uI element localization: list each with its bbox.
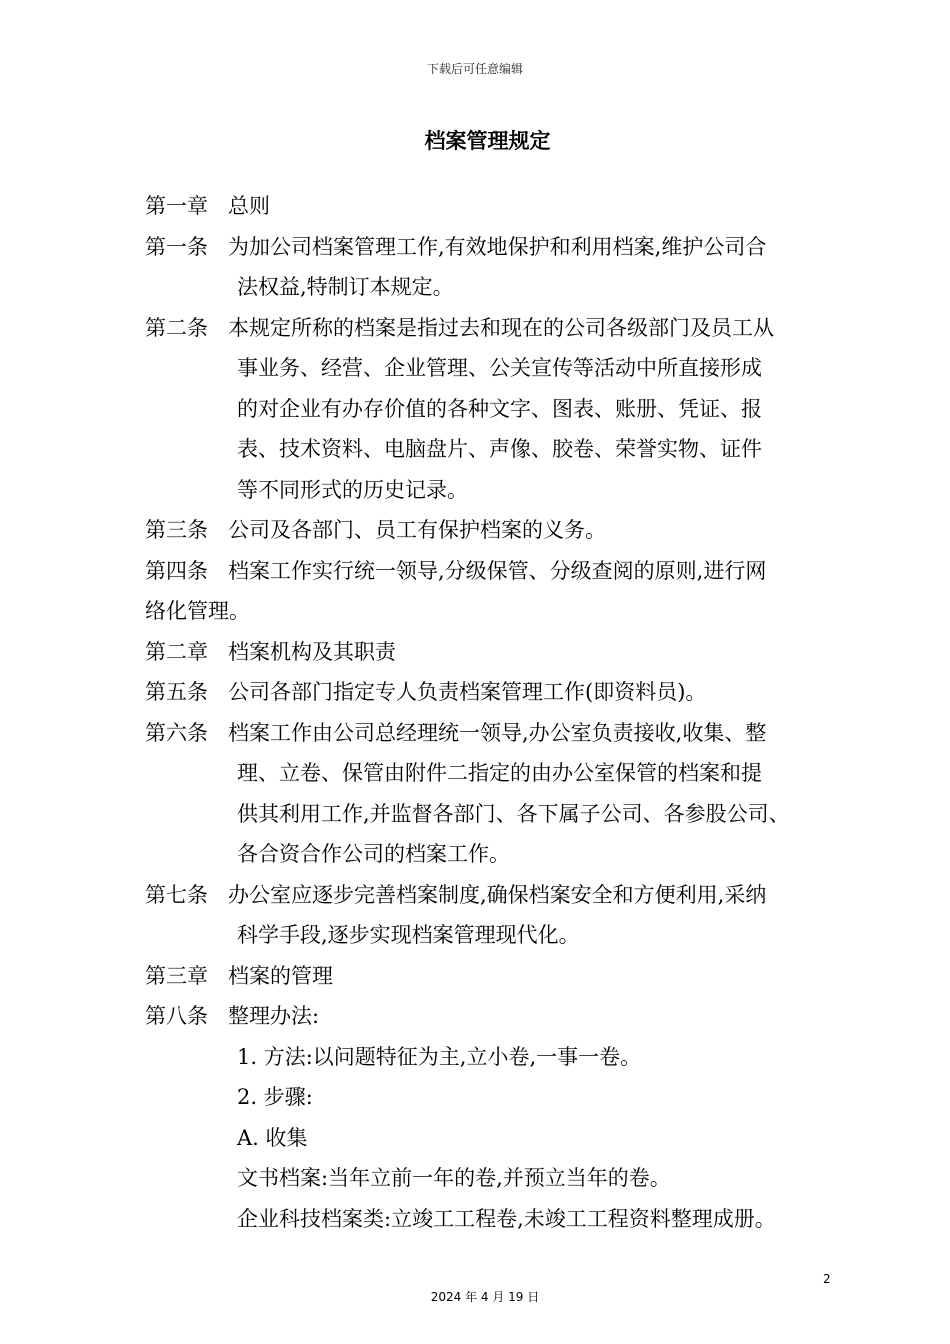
body-text: 供其利用工作,并监督各部门、各下属子公司、各参股公司、 [237, 801, 790, 826]
body-text: 等不同形式的历史记录。 [237, 477, 468, 502]
body-text: 档案的管理 [228, 963, 333, 988]
section-line [145, 227, 845, 268]
body-text: 各合资合作公司的档案工作。 [237, 842, 510, 866]
body-text: 公司及各部门、员工有保护档案的义务。 [228, 518, 606, 542]
document-title: 档案管理规定 [424, 129, 551, 153]
body-text: 档案机构及其职责 [228, 639, 396, 664]
continuation-line [145, 429, 845, 470]
section-label: 第六条 [145, 720, 208, 745]
section-line [145, 875, 845, 916]
continuation-line [145, 1158, 845, 1199]
body-text: 的对企业有办存价值的各种文字、图表、账册、凭证、报 [237, 396, 762, 421]
body-text: 总则 [228, 194, 270, 218]
body-text: 为加公司档案管理工作,有效地保护和利用档案,维护公司合 [228, 234, 767, 259]
continuation-line [145, 834, 845, 875]
body-text: 企业科技档案类:立竣工工程卷,未竣工工程资料整理成册。 [237, 1206, 776, 1231]
section-line [145, 956, 845, 997]
body-text: A. 收集 [237, 1125, 308, 1150]
section-line [145, 713, 845, 754]
body-text: 法权益,特制订本规定。 [237, 275, 454, 299]
body-text: 络化管理。 [145, 599, 250, 623]
body-text: 科学手段,逐步实现档案管理现代化。 [237, 923, 580, 947]
footer-date: 2024 年 4 月 19 日 [430, 1290, 540, 1304]
continuation-line [145, 753, 845, 794]
section-line [145, 632, 845, 673]
body-text: 整理办法: [228, 1004, 320, 1028]
continuation-line [145, 267, 845, 308]
section-label: 第五条 [145, 680, 208, 704]
body-text: 公司各部门指定专人负责档案管理工作(即资料员)。 [228, 680, 707, 704]
continuation-line [145, 1077, 845, 1118]
continuation-line [145, 389, 845, 430]
section-label: 第三条 [145, 518, 208, 542]
section-label: 第一章 [145, 194, 208, 218]
document-body [145, 186, 845, 1239]
section-label: 第一条 [145, 234, 208, 259]
section-label: 第七条 [145, 882, 208, 907]
continuation-line [145, 794, 845, 835]
section-line [145, 591, 845, 632]
section-line [145, 672, 845, 713]
section-line [145, 186, 845, 227]
body-text: 文书档案:当年立前一年的卷,并预立当年的卷。 [237, 1166, 671, 1190]
continuation-line [145, 470, 845, 511]
header-note: 下载后可任意编辑 [426, 62, 523, 76]
section-label: 第二条 [145, 315, 208, 340]
section-line [145, 308, 845, 349]
continuation-line [145, 348, 845, 389]
body-text: 本规定所称的档案是指过去和现在的公司各级部门及员工从 [228, 315, 774, 340]
body-text: 事业务、经营、企业管理、公关宣传等活动中所直接形成 [237, 356, 762, 380]
body-text: 办公室应逐步完善档案制度,确保档案安全和方便利用,采纳 [228, 882, 767, 907]
section-line [145, 510, 845, 551]
body-text: 2. 步骤: [237, 1085, 313, 1109]
body-text: 档案工作由公司总经理统一领导,办公室负责接收,收集、整 [228, 720, 767, 745]
continuation-line [145, 915, 845, 956]
section-label: 第二章 [145, 639, 208, 664]
section-label: 第三章 [145, 963, 208, 988]
section-line [145, 996, 845, 1037]
section-line [145, 551, 845, 592]
body-text: 档案工作实行统一领导,分级保管、分级查阅的原则,进行网 [228, 558, 767, 583]
continuation-line [145, 1037, 845, 1078]
continuation-line [145, 1199, 845, 1240]
section-label: 第八条 [145, 1004, 208, 1028]
continuation-line [145, 1118, 845, 1159]
page-number: 2 [823, 1272, 831, 1286]
body-text: 理、立卷、保管由附件二指定的由办公室保管的档案和提 [237, 761, 762, 785]
body-text: 表、技术资料、电脑盘片、声像、胶卷、荣誉实物、证件 [237, 437, 762, 461]
section-label: 第四条 [145, 558, 208, 583]
body-text: 1. 方法:以问题特征为主,立小卷,一事一卷。 [237, 1044, 642, 1069]
